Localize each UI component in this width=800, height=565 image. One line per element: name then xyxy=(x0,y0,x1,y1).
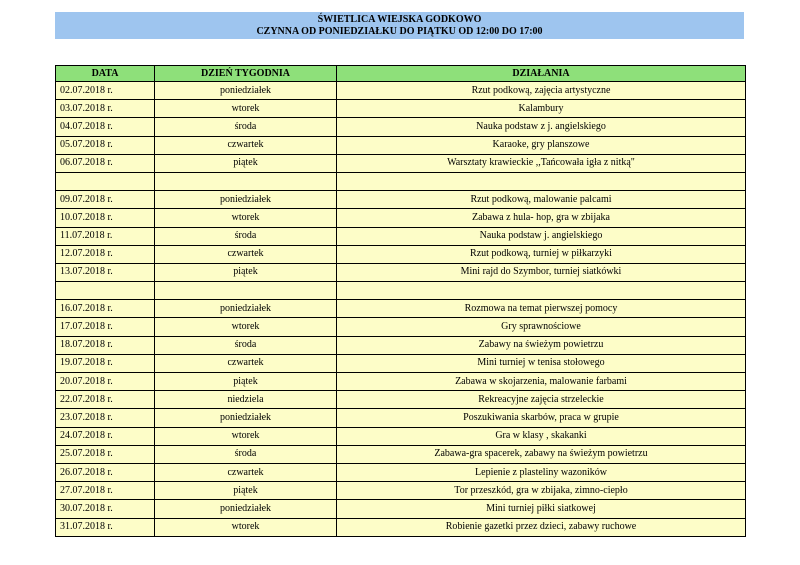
table-row xyxy=(56,482,746,500)
date-cell: 22.07.2018 r. xyxy=(56,391,155,409)
date-cell: 09.07.2018 r. xyxy=(56,191,155,209)
activity-cell: Mini turniej piłki siatkowej xyxy=(337,500,746,518)
activity-cell: Warsztaty krawieckie ,,Tańcowała igła z nitką" xyxy=(337,154,746,172)
header-title: ŚWIETLICA WIEJSKA GODKOWO xyxy=(317,14,482,25)
table-row xyxy=(56,300,746,318)
weekday-cell: poniedziałek xyxy=(155,409,337,427)
weekday-cell: czwartek xyxy=(155,136,337,154)
weekday-cell: czwartek xyxy=(155,354,337,372)
table-row xyxy=(56,354,746,372)
date-cell: 06.07.2018 r. xyxy=(56,154,155,172)
table-row xyxy=(56,518,746,536)
activity-cell: Lepienie z plasteliny wazoników xyxy=(337,463,746,481)
date-cell: 18.07.2018 r. xyxy=(56,336,155,354)
table-row xyxy=(56,245,746,263)
weekday-cell: niedziela xyxy=(155,391,337,409)
table-row xyxy=(56,263,746,281)
table-row xyxy=(56,318,746,336)
date-cell: 26.07.2018 r. xyxy=(56,463,155,481)
table-row xyxy=(56,391,746,409)
table-row xyxy=(56,463,746,481)
table-row xyxy=(56,136,746,154)
weekday-cell: czwartek xyxy=(155,463,337,481)
activity-cell: Zabawy na świeżym powietrzu xyxy=(337,336,746,354)
weekday-cell: piątek xyxy=(155,373,337,391)
weekday-cell xyxy=(155,172,337,190)
date-cell: 30.07.2018 r. xyxy=(56,500,155,518)
activity-cell: Rzut podkową, turniej w piłkarzyki xyxy=(337,245,746,263)
activity-cell: Karaoke, gry planszowe xyxy=(337,136,746,154)
weekday-cell: wtorek xyxy=(155,100,337,118)
date-cell: 11.07.2018 r. xyxy=(56,227,155,245)
activity-cell: Zabawa z hula- hop, gra w zbijaka xyxy=(337,209,746,227)
schedule-table xyxy=(55,65,746,537)
table-row xyxy=(56,282,746,300)
schedule-table-body xyxy=(56,82,746,537)
activity-cell: Zabawa-gra spacerek, zabawy na świeżym powietrzu xyxy=(337,445,746,463)
activity-cell: Rozmowa na temat pierwszej pomocy xyxy=(337,300,746,318)
weekday-cell: wtorek xyxy=(155,318,337,336)
date-cell: 10.07.2018 r. xyxy=(56,209,155,227)
column-header-date: DATA xyxy=(56,66,155,82)
table-row xyxy=(56,191,746,209)
column-header-weekday: DZIEŃ TYGODNIA xyxy=(155,66,337,82)
column-header-activities: DZIAŁANIA xyxy=(337,66,746,82)
date-cell: 13.07.2018 r. xyxy=(56,263,155,281)
table-row xyxy=(56,82,746,100)
weekday-cell: poniedziałek xyxy=(155,500,337,518)
weekday-cell: czwartek xyxy=(155,245,337,263)
date-cell: 04.07.2018 r. xyxy=(56,118,155,136)
table-row xyxy=(56,500,746,518)
activity-cell: Nauka podstaw z j. angielskiego xyxy=(337,118,746,136)
schedule-table-head xyxy=(56,66,746,82)
date-cell: 12.07.2018 r. xyxy=(56,245,155,263)
weekday-cell: piątek xyxy=(155,154,337,172)
date-cell: 20.07.2018 r. xyxy=(56,373,155,391)
weekday-cell: środa xyxy=(155,445,337,463)
activity-cell: Mini turniej w tenisa stołowego xyxy=(337,354,746,372)
date-cell: 25.07.2018 r. xyxy=(56,445,155,463)
document-header xyxy=(55,12,744,39)
date-cell: 17.07.2018 r. xyxy=(56,318,155,336)
activity-cell: Mini rajd do Szymbor, turniej siatkówki xyxy=(337,263,746,281)
date-cell: 27.07.2018 r. xyxy=(56,482,155,500)
table-row xyxy=(56,172,746,190)
activity-cell: Rzut podkową, malowanie palcami xyxy=(337,191,746,209)
weekday-cell: poniedziałek xyxy=(155,82,337,100)
date-cell: 23.07.2018 r. xyxy=(56,409,155,427)
activity-cell: Gra w klasy , skakanki xyxy=(337,427,746,445)
weekday-cell xyxy=(155,282,337,300)
date-cell: 16.07.2018 r. xyxy=(56,300,155,318)
date-cell: 19.07.2018 r. xyxy=(56,354,155,372)
activity-cell: Robienie gazetki przez dzieci, zabawy ruchowe xyxy=(337,518,746,536)
activity-cell: Nauka podstaw j. angielskiego xyxy=(337,227,746,245)
table-row xyxy=(56,227,746,245)
weekday-cell: poniedziałek xyxy=(155,191,337,209)
weekday-cell: wtorek xyxy=(155,518,337,536)
table-row xyxy=(56,209,746,227)
activity-cell xyxy=(337,282,746,300)
header-hours: CZYNNA OD PONIEDZIAŁKU DO PIĄTKU OD 12:00 DO 17:00 xyxy=(256,26,543,37)
activity-cell: Tor przeszkód, gra w zbijaka, zimno-ciepło xyxy=(337,482,746,500)
weekday-cell: wtorek xyxy=(155,209,337,227)
date-cell: 05.07.2018 r. xyxy=(56,136,155,154)
table-row xyxy=(56,445,746,463)
date-cell: 02.07.2018 r. xyxy=(56,82,155,100)
weekday-cell: piątek xyxy=(155,482,337,500)
date-cell xyxy=(56,172,155,190)
activity-cell: Zabawa w skojarzenia, malowanie farbami xyxy=(337,373,746,391)
activity-cell xyxy=(337,172,746,190)
weekday-cell: środa xyxy=(155,118,337,136)
header-row xyxy=(56,66,746,82)
date-cell: 24.07.2018 r. xyxy=(56,427,155,445)
weekday-cell: środa xyxy=(155,227,337,245)
weekday-cell: środa xyxy=(155,336,337,354)
table-row xyxy=(56,118,746,136)
table-row xyxy=(56,154,746,172)
activity-cell: Gry sprawnościowe xyxy=(337,318,746,336)
activity-cell: Rekreacyjne zajęcia strzeleckie xyxy=(337,391,746,409)
activity-cell: Rzut podkową, zajęcia artystyczne xyxy=(337,82,746,100)
date-cell: 03.07.2018 r. xyxy=(56,100,155,118)
table-row xyxy=(56,427,746,445)
activity-cell: Poszukiwania skarbów, praca w grupie xyxy=(337,409,746,427)
date-cell xyxy=(56,282,155,300)
table-row xyxy=(56,409,746,427)
weekday-cell: poniedziałek xyxy=(155,300,337,318)
table-row xyxy=(56,100,746,118)
date-cell: 31.07.2018 r. xyxy=(56,518,155,536)
weekday-cell: piątek xyxy=(155,263,337,281)
table-row xyxy=(56,336,746,354)
weekday-cell: wtorek xyxy=(155,427,337,445)
activity-cell: Kalambury xyxy=(337,100,746,118)
table-row xyxy=(56,373,746,391)
